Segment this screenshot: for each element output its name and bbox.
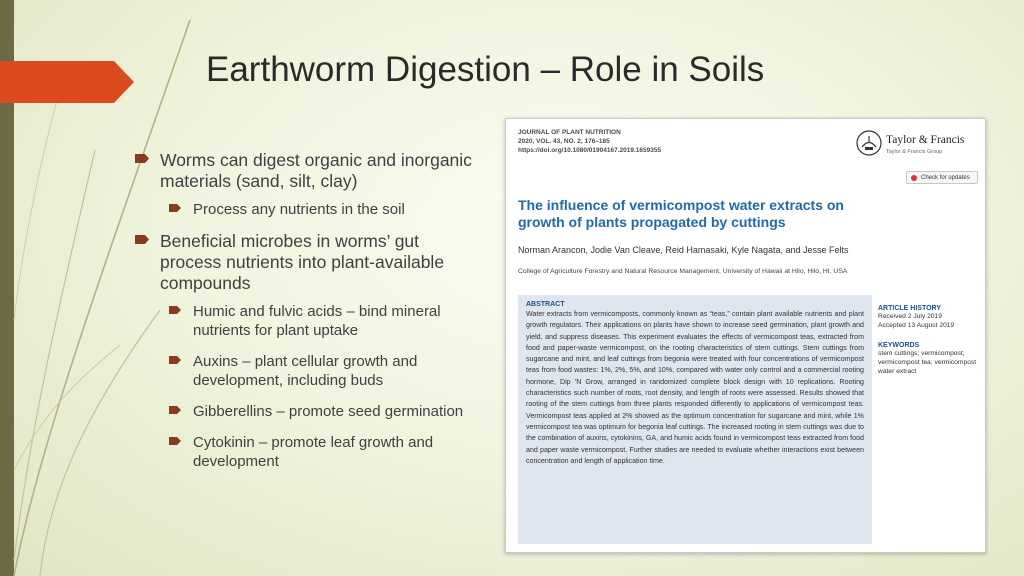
bullet-item xyxy=(135,150,485,192)
bullet-arrow-icon xyxy=(169,356,181,365)
article-sidebar xyxy=(878,305,978,376)
article-title: The influence of vermicompost water extracts on growth of plants propagated by cuttings xyxy=(518,197,844,230)
sub-bullet-text: Gibberellins – promote seed germination xyxy=(193,403,464,420)
article-affiliation: College of Agriculture Forestry and Natural Resource Management, University of Hawaii at Hilo, Hilo, HI, USA xyxy=(518,268,848,275)
keywords-text: stem cuttings; vermicompost; vermicompost tea; vermicompost water extract xyxy=(878,350,977,375)
sub-bullet-item xyxy=(169,433,485,471)
check-updates-label: Check for updates xyxy=(921,175,970,181)
title-arrow-shape xyxy=(0,61,134,103)
accepted-date: Accepted 13 August 2019 xyxy=(878,322,955,329)
bullet-arrow-icon xyxy=(169,204,181,213)
bullet-arrow-icon xyxy=(169,406,181,415)
bullet-arrow-icon xyxy=(169,437,181,446)
deco-line xyxy=(14,90,60,320)
check-updates-icon xyxy=(911,175,917,181)
journal-info xyxy=(518,128,661,155)
article-authors: Norman Arancon, Jodie Van Cleave, Reid Hamasaki, Kyle Nagata, and Jesse Felts xyxy=(518,245,849,255)
sub-bullet-item xyxy=(169,200,485,219)
article-history-heading: ARTICLE HISTORY xyxy=(878,305,942,312)
bullet-text: Worms can digest organic and inorganic materials (sand, silt, clay) xyxy=(160,150,472,191)
keywords-heading: KEYWORDS xyxy=(878,342,920,349)
publisher-emblem-icon xyxy=(856,130,882,156)
sub-bullet-text: Cytokinin – promote leaf growth and development xyxy=(193,434,434,470)
bullet-arrow-icon xyxy=(135,235,149,244)
deco-line xyxy=(14,150,95,560)
bullet-list xyxy=(135,150,485,483)
sub-bullet-text: Process any nutrients in the soil xyxy=(193,201,405,218)
journal-article-image xyxy=(505,118,986,553)
sub-bullet-text: Humic and fulvic acids – bind mineral nutrients for plant uptake xyxy=(193,303,441,339)
slide-title: Earthworm Digestion – Role in Soils xyxy=(206,50,765,89)
check-for-updates-badge xyxy=(906,171,978,184)
bullet-item xyxy=(135,231,485,294)
journal-name: JOURNAL OF PLANT NUTRITION xyxy=(518,129,621,136)
abstract-heading: ABSTRACT xyxy=(526,301,565,308)
publisher-logo xyxy=(856,130,981,160)
sub-bullet-text: Auxins – plant cellular growth and development, including buds xyxy=(193,353,418,389)
sub-bullet-item xyxy=(169,352,485,390)
abstract-box xyxy=(518,295,872,544)
publisher-group: Taylor & Francis Group xyxy=(886,149,943,155)
bullet-text: Beneficial microbes in worms’ gut process nutrients into plant-available compounds xyxy=(160,231,445,293)
publisher-name: Taylor & Francis xyxy=(886,134,965,146)
bullet-arrow-icon xyxy=(169,306,181,315)
abstract-text: Water extracts from vermicomposts, commonly known as “teas,” contain plant available nutrients and plant growth regulators. Their applications on plants have shown to increase seed germination, plant growth and yield, and suppress diseases. This experiment evaluates the effects of vermicompost teas, extracted from food and paper-waste vermicompost, on the rooting characteristics of stem cuttings. Stem cuttings from sugarcane and mint, and leaf cuttings from begonia were treated with four concentrations of vermicompost teas from food wastes: 1%, 2%, 5%, and 10%, compared with water only control and a commercial rooting hormone, Dip ’N Grow, arranged in randomized complete block design with 10 replications. Rooting characteristics such number of roots, root density, and length of roots were assessed. Results showed that rooting of the stem cuttings from three plants responded differently to applications of vermicompost teas. Vermicompost teas applied at 2% showed as the optimum concentration for sugarcane and mint, while 1% vermicompost tea was optimum for begonia leaf cuttings. The increased rooting in stem cuttings was due to the combination of auxins, cytokinins, GA, and humic acids found in vermicompost teas extracted from food and paper waste vermicompost. Further studies are needed to evaluate whether interactions exist between concentration and length of application time. xyxy=(526,310,864,465)
journal-volume: 2020, VOL. 43, NO. 2, 176–185 xyxy=(518,138,610,145)
sub-bullet-item xyxy=(169,302,485,340)
journal-doi: https://doi.org/10.1080/01904167.2019.1659355 xyxy=(518,147,662,154)
bullet-arrow-icon xyxy=(135,154,149,163)
received-date: Received 2 July 2019 xyxy=(878,313,942,320)
sub-bullet-item xyxy=(169,402,485,421)
